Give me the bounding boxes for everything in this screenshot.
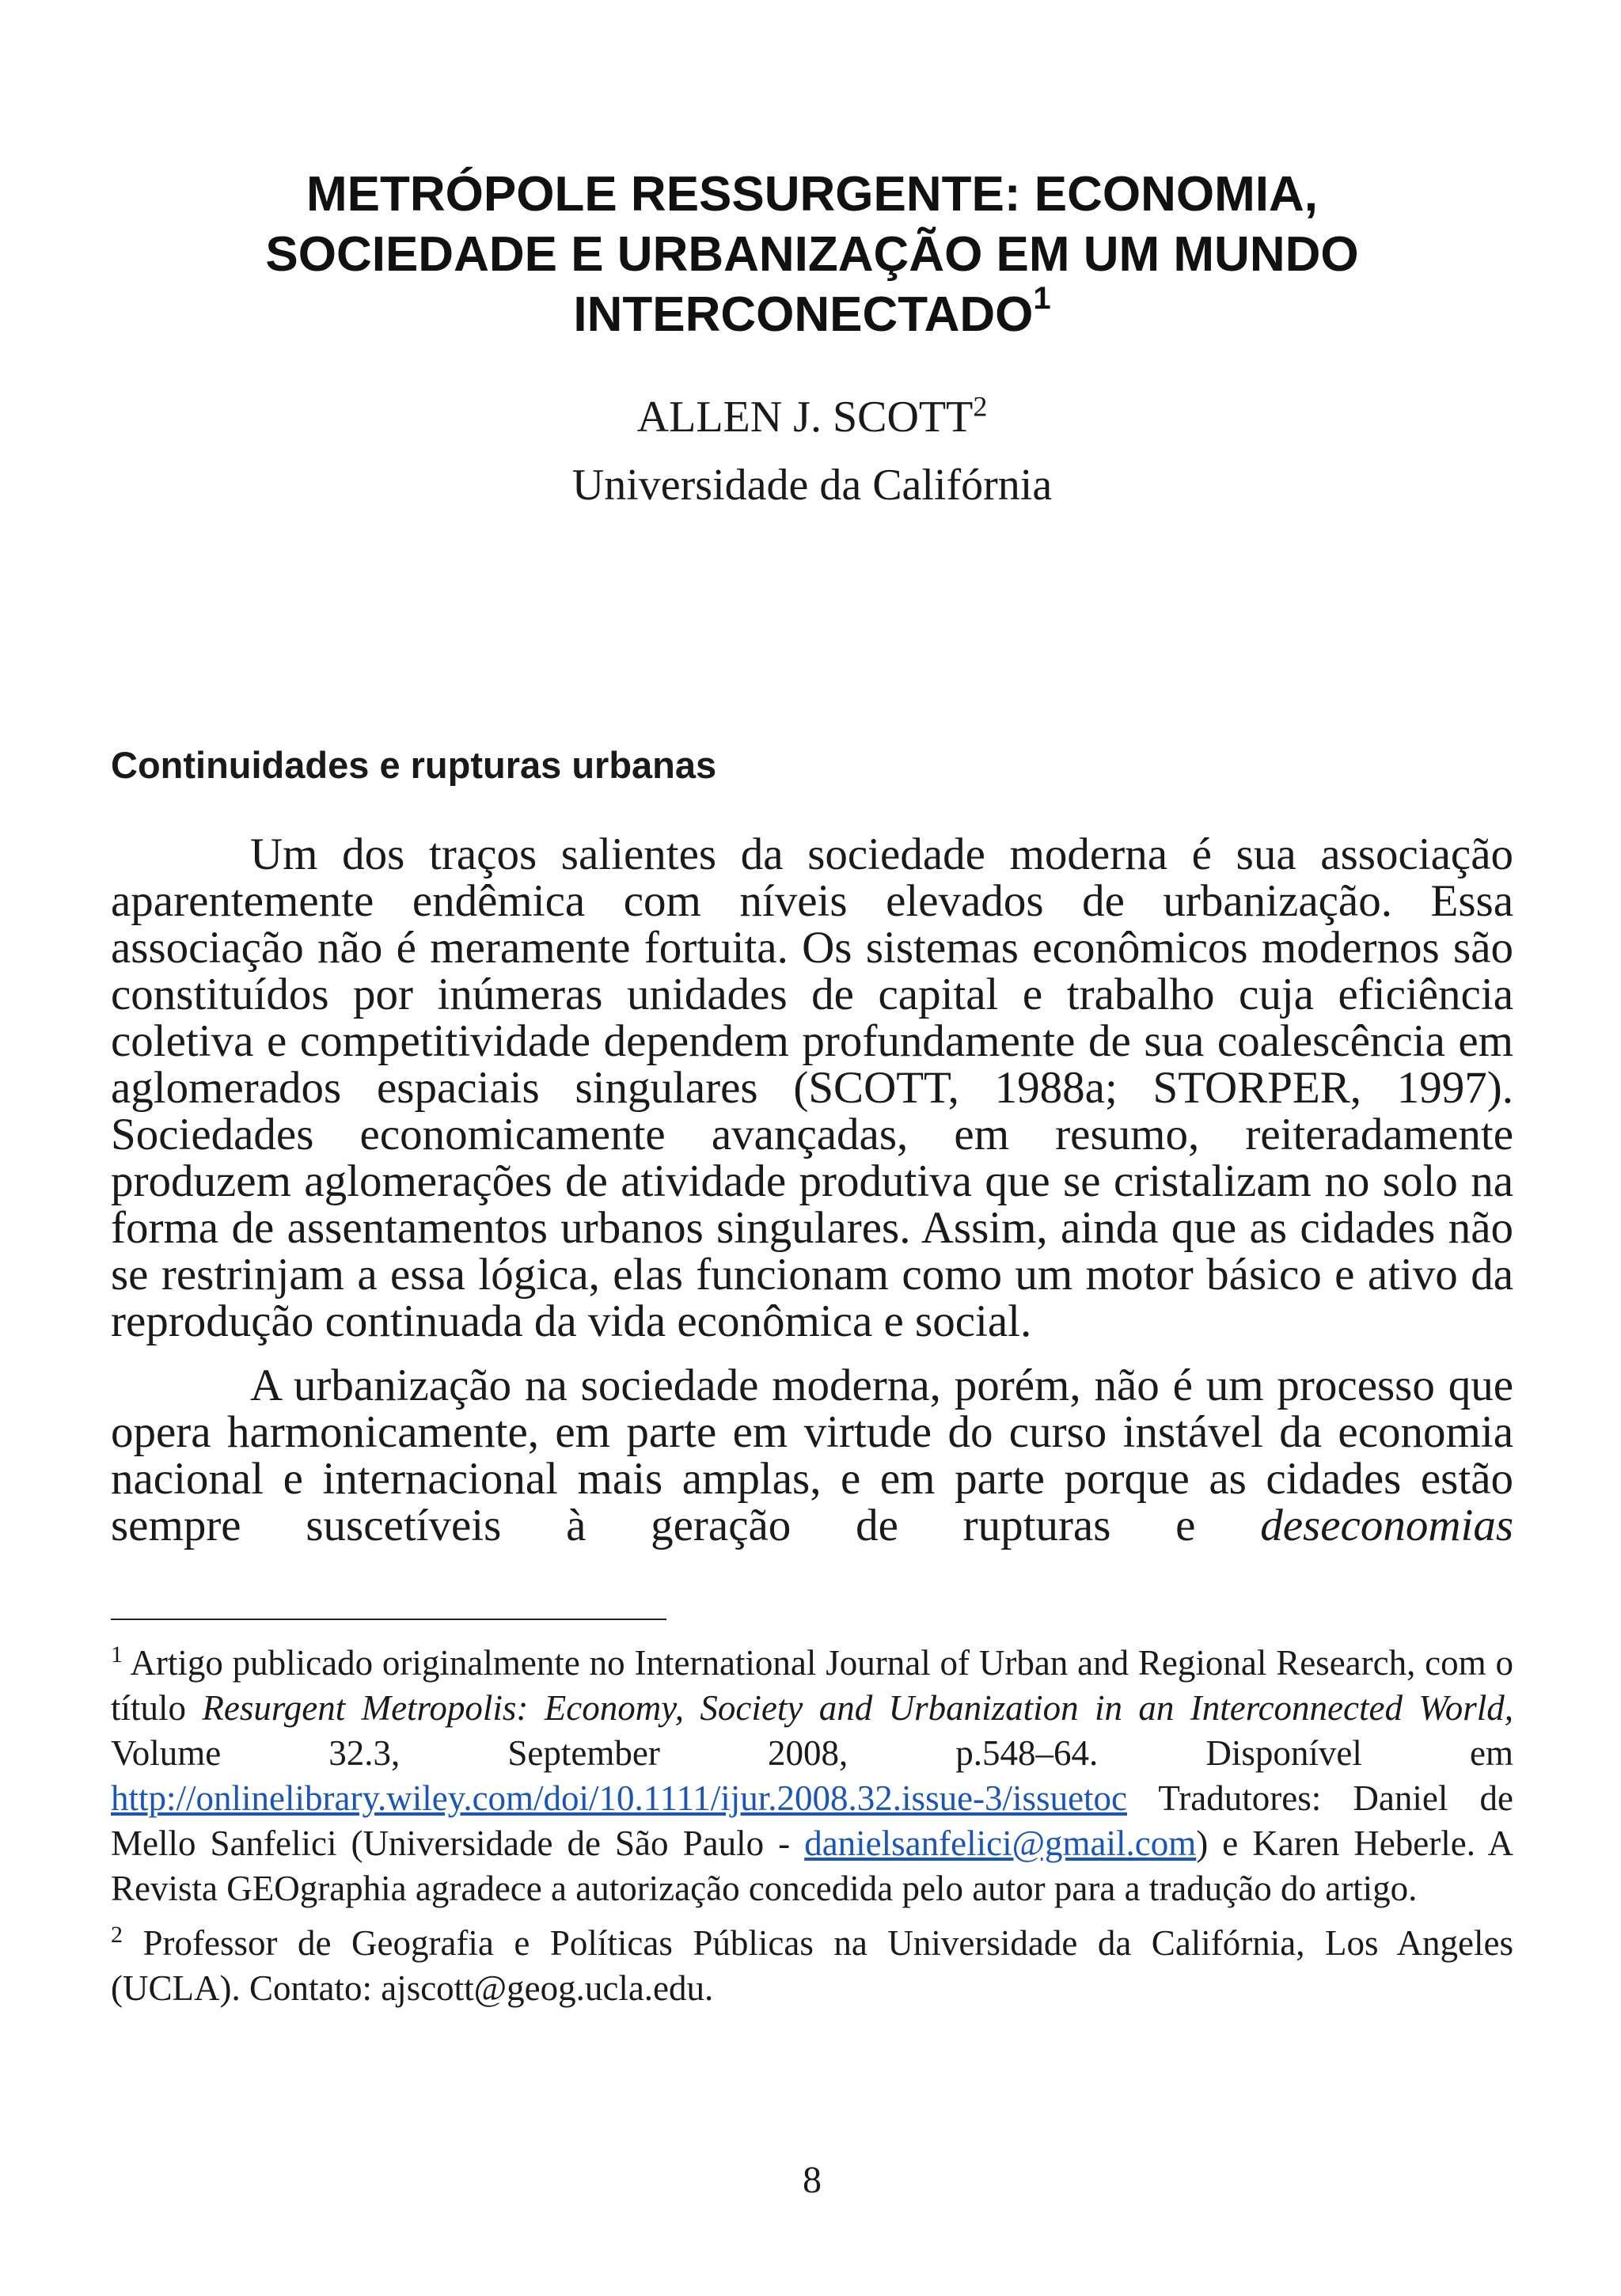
body-paragraph-2-italic: deseconomias	[1260, 1501, 1513, 1550]
footnote-1-text-a: Artigo publicado originalmente no International Journal of Urban and Regional Research, com o título	[111, 1643, 1513, 1728]
author-affiliation: Universidade da Califórnia	[571, 461, 1053, 510]
footnote-1-marker: 1	[111, 1641, 123, 1668]
footnote-1-italic-title: Resurgent Metropolis: Economy, Society and Urbanization in an Interconnected World,	[202, 1688, 1513, 1728]
article-title	[111, 165, 1513, 345]
author-footnote-ref[interactable]: 2	[973, 390, 988, 423]
title-line-3	[111, 281, 1513, 345]
footnote-1-email-link[interactable]: danielsanfelici@gmail.com	[804, 1824, 1197, 1863]
footnote-1-text-c: Tradutores: Daniel de Mello Sanfelici (Universidade de São Paulo -	[111, 1778, 1513, 1863]
author-name: ALLEN J. SCOTT	[636, 393, 974, 442]
title-line-1: METRÓPOLE RESSURGENTE: ECONOMIA,	[306, 167, 1318, 222]
body-paragraph-2-text: A urbanização na sociedade moderna, porém, não é um processo que opera harmonicamente, em parte em virtude do curso instável da economia nacional e internacional mais amplas, e em parte porque as cidades estão sempre suscetíveis à geração de rupturas e	[111, 1361, 1513, 1550]
body-paragraph-1: Um dos traços salientes da sociedade moderna é sua associação aparentemente endêmica com níveis elevados de urbanização. Essa associação não é meramente fortuita. Os sistemas econômicos modernos são constituídos por inúmeras unidades de capital e trabalho cuja eficiência coletiva e competitividade dependem profundamente de sua coalescência em aglomerados espaciais singulares (SCOTT, 1988a; STORPER, 1997). Sociedades economicamente avançadas, em resumo, reiteradamente produzem aglomerações de atividade produtiva que se cristalizam no solo na forma de assentamentos urbanos singulares. Assim, ainda que as cidades não se restrinjam a essa lógica, elas funcionam como um motor básico e ativo da reprodução continuada da vida econômica e social.	[111, 829, 1513, 1346]
footnote-1-text-b: Volume 32.3, September 2008, p.548–64. Disponível em	[111, 1733, 1513, 1773]
footnote-1-text-d: ) e Karen Heberle. A Revista GEOgraphia agradece a autorização concedida pelo autor para a tradução do artigo.	[111, 1824, 1514, 1908]
document-page	[111, 0, 1513, 2296]
footnote-2-text: Professor de Geografia e Políticas Públicas na Universidade da Califórnia, Los Angeles (UCLA). Contato: ajscott@geog.ucla.edu.	[111, 1923, 1513, 2008]
footnote-1-journal-link[interactable]: http://onlinelibrary.wiley.com/doi/10.1111/ijur.2008.32.issue-3/issuetoc	[111, 1778, 1128, 1818]
author-line	[111, 389, 1513, 445]
footnote-2-marker: 2	[111, 1922, 123, 1948]
footnote-divider	[111, 1619, 666, 1620]
title-footnote-ref[interactable]: 1	[1033, 281, 1051, 317]
title-line-2: SOCIEDADE E URBANIZAÇÃO EM UM MUNDO	[265, 227, 1359, 282]
body-paragraph-2	[111, 1362, 1513, 1549]
footnote-2	[111, 1921, 1513, 2011]
footnote-1	[111, 1641, 1513, 1911]
section-heading: Continuidades e rupturas urbanas	[111, 744, 717, 786]
page-number: 8	[803, 2159, 822, 2201]
title-line-3-text: INTERCONECTADO	[573, 287, 1034, 342]
footnotes	[111, 1641, 1513, 2021]
body-text	[111, 831, 1513, 1566]
